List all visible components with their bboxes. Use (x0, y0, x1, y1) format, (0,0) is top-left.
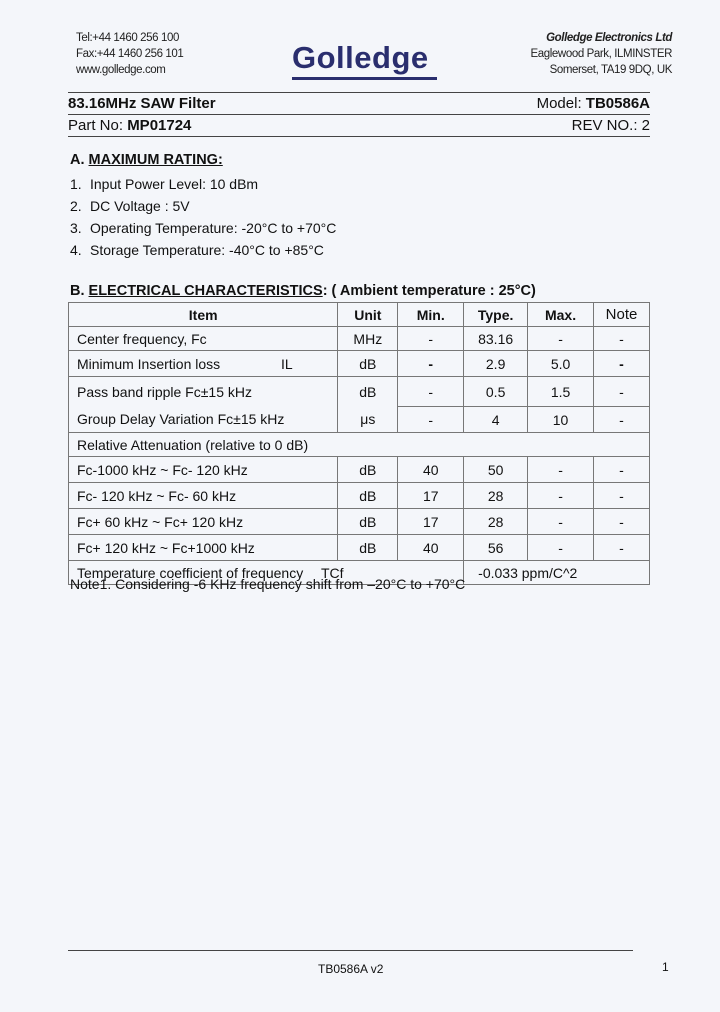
max-rating-list (70, 173, 336, 261)
tcf-symbol: TCf (321, 564, 344, 581)
header-rule-bottom (68, 136, 650, 137)
footer-document-id: TB0586A v2 (318, 962, 384, 976)
product-title: 83.16MHz SAW Filter (68, 95, 216, 112)
list-item: 1. Input Power Level: 10 dBm (70, 176, 259, 192)
table-row: Fc+ 120 kHz ~ Fc+1000 kHz dB 40 56 - - (69, 535, 650, 561)
il-symbol: IL (281, 355, 293, 372)
address-line: Somerset, TA19 9DQ, UK (549, 64, 672, 76)
col-unit: Unit (338, 303, 398, 327)
part-number: Part No: MP01724 (68, 117, 192, 134)
header-row-2 (68, 115, 650, 137)
tel: Tel:+44 1460 256 100 (76, 32, 179, 44)
section-b-title: B. ELECTRICAL CHARACTERISTICS: ( Ambient temperature : 25°C) (70, 283, 536, 299)
table-row: Fc+ 60 kHz ~ Fc+ 120 kHz dB 17 28 - - (69, 509, 650, 535)
company-name: Golledge Electronics Ltd (546, 32, 672, 44)
col-type: Type. (464, 303, 528, 327)
table-row: Minimum Insertion loss IL dB - 2.9 5.0 - (69, 351, 650, 377)
company-address (531, 30, 672, 78)
col-item: Item (69, 303, 338, 327)
model-number: Model: TB0586A (536, 95, 650, 112)
page-number: 1 (662, 960, 669, 974)
logo-underline (292, 77, 437, 80)
list-item: 4. Storage Temperature: -40°C to +85°C (70, 242, 324, 258)
table-row-tcf: Temperature coefficient of frequency TCf -0.033 ppm/C^2 (69, 561, 650, 585)
table-header-row (69, 303, 650, 327)
golledge-logo: Golledge (292, 40, 429, 75)
note-1: Note1. Considering -6 KHz frequency shift from –20°C to +70°C (70, 576, 466, 592)
table-row-section: Relative Attenuation (relative to 0 dB) (69, 433, 650, 457)
revision: REV NO.: 2 (571, 117, 650, 134)
contact-info (76, 30, 183, 78)
footer-rule (68, 950, 633, 951)
electrical-characteristics-table (68, 302, 650, 585)
section-a-title: A. MAXIMUM RATING: (70, 152, 223, 168)
col-max: Max. (528, 303, 594, 327)
table-row: Group Delay Variation Fc±15 kHz μs - 4 10 - (69, 407, 650, 433)
fax: Fax:+44 1460 256 101 (76, 48, 184, 60)
col-note: Note (594, 303, 650, 327)
website: www.golledge.com (76, 64, 166, 76)
header-row-1 (68, 93, 650, 115)
col-min: Min. (398, 303, 464, 327)
table-row: Fc-1000 kHz ~ Fc- 120 kHz dB 40 50 - - (69, 457, 650, 483)
address-line: Eaglewood Park, ILMINSTER (530, 48, 672, 60)
list-item: 2. DC Voltage : 5V (70, 198, 190, 214)
table-row: Center frequency, Fc MHz - 83.16 - - (69, 327, 650, 351)
table-row: Fc- 120 kHz ~ Fc- 60 kHz dB 17 28 - - (69, 483, 650, 509)
list-item: 3. Operating Temperature: -20°C to +70°C (70, 220, 337, 236)
table-row: Pass band ripple Fc±15 kHz dB - 0.5 1.5 - (69, 377, 650, 407)
